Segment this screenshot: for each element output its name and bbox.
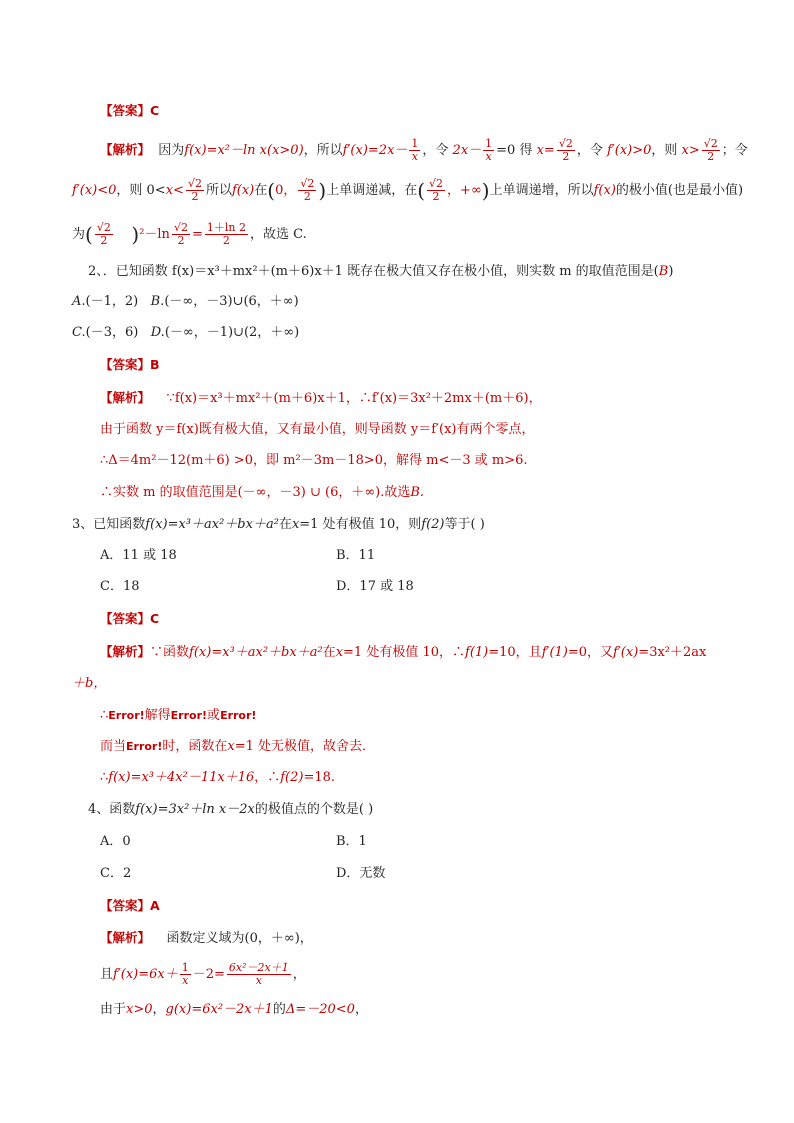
answer-3: 【答案】C xyxy=(100,611,160,626)
fraction: $\frac{√2}{2}$ xyxy=(429,177,444,203)
question-3-option-d: D．17 或 18 xyxy=(336,579,414,594)
analysis-1-line-1: 【解析】 因为f(x)=x²－ln x(x>0)，所以f′(x)=2x－ $\frac{1}{x}$ ，令 2x－ $\frac{1}{x}$ =0 得 x= $\frac{√2}{2}$ ，令 f′(x)>0，则 x> $\frac{√2}{2}$ ；令 xyxy=(100,137,748,163)
question-3-option-a: A．11 或 18 xyxy=(100,548,177,563)
analysis-4-line-1: 【解析】 函数定义域为(0，＋∞)， xyxy=(100,930,313,946)
fraction: $\frac{1}{x}$ xyxy=(411,137,419,163)
fraction: $\frac{√2}{2}$ xyxy=(173,221,188,247)
fraction: $\frac{√2}{2}$ xyxy=(558,137,573,163)
fraction: $\frac{1}{x}$ xyxy=(181,961,189,987)
question-4-option-d: D．无数 xyxy=(336,866,386,881)
answer-1: 【答案】C xyxy=(100,103,160,118)
question-2-options-ab: A.(－1，2) B.(－∞，－3)∪(6，＋∞) xyxy=(72,294,299,309)
analysis-2-line-2: 由于函数 y＝f(x)既有极大值，又有最小值，则导函数 y＝f′(x)有两个零点， xyxy=(100,422,535,437)
analysis-3-line-4: 而当Error!时，函数在x=1 处无极值，故舍去． xyxy=(100,739,376,754)
question-3: 3、已知函数f(x)=x³＋ax²＋bx＋a²在x=1 处有极值 10，则f(2)等于( ) xyxy=(72,517,485,532)
analysis-4-line-2: 且f′(x)=6x＋ $\frac{1}{x}$ －2= $\frac{\text{6x²－2x＋1}}{x}$ ， xyxy=(100,961,306,987)
answer-4: 【答案】A xyxy=(100,898,160,913)
answer-2: 【答案】B xyxy=(100,357,160,372)
analysis-2-line-4: ∴实数 m 的取值范围是(－∞，－3) ∪ (6，＋∞).故选B. xyxy=(100,485,425,500)
analysis-2-line-1: 【解析】 ∵f(x)＝x³＋mx²＋(m＋6)x＋1，∴f′(x)＝3x²＋2mx＋(m＋6)， xyxy=(100,390,542,406)
fraction: $\frac{√2}{2}$ xyxy=(96,221,111,247)
analysis-3-line-5: ∴f(x)=x³＋4x²－11x＋16，∴f(2)=18. xyxy=(100,770,336,785)
fraction: $\frac{1}{x}$ xyxy=(485,137,493,163)
analysis-2-line-3: ∴Δ＝4m²－12(m＋6) >0，即 m²－3m－18>0，解得 m<－3 或 m>6. xyxy=(100,453,528,468)
fraction: $\frac{√2}{2}$ xyxy=(300,177,315,203)
question-2-options-cd: C.(－3，6) D.(－∞，－1)∪(2，＋∞) xyxy=(72,325,300,340)
question-3-option-b: B．11 xyxy=(336,548,376,563)
analysis-3-line-2: ＋b， xyxy=(72,676,107,691)
fraction: $\frac{\text{6x²－2x＋1}}{x}$ xyxy=(228,961,289,987)
question-4: 4、函数f(x)=3x²＋ln x－2x的极值点的个数是( ) xyxy=(88,802,374,817)
fraction: $\frac{√2}{2}$ xyxy=(703,137,718,163)
fraction: $\frac{1+\ln 2}{2}$ xyxy=(206,221,246,247)
analysis-1-line-3: 为( $\frac{√2}{2}$ )²－ln $\frac{√2}{2}$ = $\frac{1+\ln 2}{2}$ ，故选 C. xyxy=(72,221,307,247)
analysis-3-line-1: 【解析】∵函数f(x)=x³＋ax²＋bx＋a²在x=1 处有极值 10，∴f(1)=10，且f′(1)=0，又f′(x)=3x²＋2ax xyxy=(100,644,707,660)
analysis-1-line-2: f′(x)<0，则 0<x< $\frac{√2}{2}$ 所以f(x)在(0， $\frac{√2}{2}$ )上单调递减，在( $\frac{√2}{2}$ ，+∞)上单调递增，所以f(x)的极小值(也是最小值) xyxy=(72,177,744,203)
analysis-3-line-3: ∴Error!解得Error!或Error! xyxy=(100,708,257,723)
question-4-option-c: C．2 xyxy=(100,866,132,881)
question-4-option-b: B．1 xyxy=(336,834,367,849)
analysis-4-line-3: 由于x>0，g(x)=6x²－2x＋1的Δ=－20<0， xyxy=(100,1002,368,1017)
question-3-option-c: C．18 xyxy=(100,579,140,594)
question-4-option-a: A．0 xyxy=(100,834,131,849)
fraction: $\frac{√2}{2}$ xyxy=(187,177,202,203)
question-2: 2、．已知函数 f(x)＝x³＋mx²＋(m＋6)x＋1 既存在极大值又存在极小值，则实数 m 的取值范围是(B) xyxy=(88,264,674,279)
